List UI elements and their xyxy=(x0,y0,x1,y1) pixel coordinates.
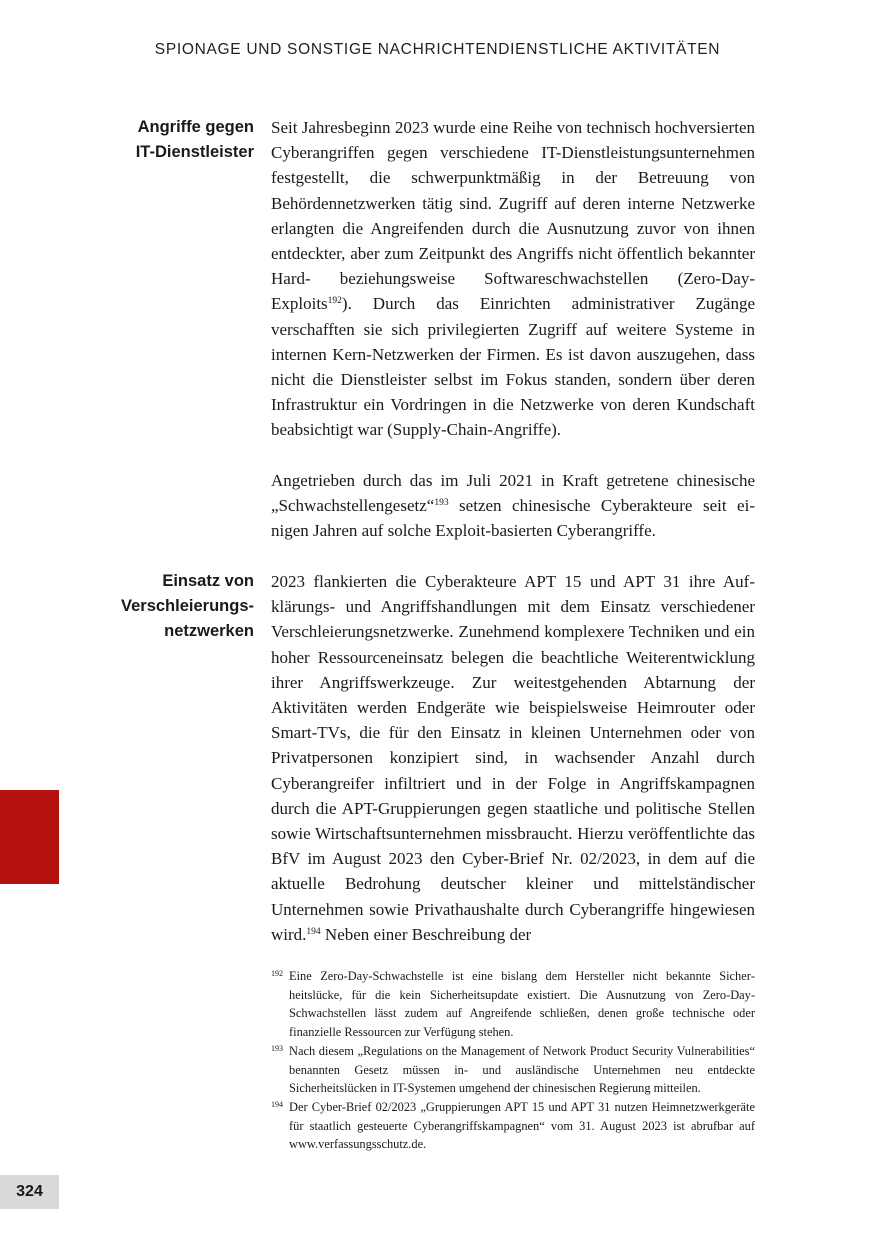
paragraph-text: setzen chinesische Cyberakteure seit einigen Jahren auf solche Exploit-basierten Cyberangriffe. xyxy=(271,495,755,541)
footnote-number: 192 xyxy=(271,969,283,978)
running-header: SPIONAGE UND SONSTIGE NACHRICHTENDIENSTLICHE AKTIVITÄTEN xyxy=(154,41,721,58)
chapter-tab-marker xyxy=(0,790,59,884)
footnote-text: Nach diesem „Regulations on the Management of Network Product Security Vulnerabilities“ benannten Gesetz müssen in- und ausländische Unternehmen neu entdeckte Sicherheitslücken in IT-Systemen umgehend der chinesischen Regierung mitteilen. xyxy=(289,1043,755,1096)
footnote-number: 194 xyxy=(271,1099,283,1109)
footnote xyxy=(271,967,755,1042)
paragraph-text: Neben einer Beschreibung der xyxy=(320,924,532,944)
footnote xyxy=(271,1042,755,1098)
footnote-ref[interactable]: 192 xyxy=(327,296,342,307)
paragraph-text: 2023 flankierten die Cyberakteure APT 15 und APT 31 ihre Aufklärungs- und Angriffshandlungen mit dem Einsatz verschiedener Verschleierungsnetzwerke. Zunehmend komplexere Techniken und ein hoher Ressourceneinsatz belegen die beachtliche Weiterentwicklung ihrer Angriffswerkzeuge. Zur weitestgehenden Abtarnung der Aktivitäten werden Endgeräte wie beispielsweise Heimrouter oder Smart-TVs, die für den Einsatz in kleinen Unternehmen oder von Privatpersonen konzipiert sind, in wachsender Anzahl durch Cyberangreifer infiltriert und in der Folge in Angriffskampagnen durch die APT-Gruppierungen gegen staatliche und politische Stellen sowie Wirtschaftsunternehmen missbraucht. Hierzu veröffentlichte das BfV im August 2023 den Cyber-Brief Nr. 02/2023, in dem auf die aktuelle Bedrohung deutscher kleiner und mittelständischer Unternehmen sowie Privathaushalte durch Cyberangriffe hingewiesen wird. xyxy=(271,572,755,944)
page-number: 324 xyxy=(0,1175,59,1209)
side-heading-line: Einsatz von xyxy=(162,572,254,590)
footnote-text: Der Cyber-Brief 02/2023 „Gruppierungen APT 15 und APT 31 nutzen Heimnetzwerkgeräte für staatlich gesteuerte Cyberangriffskampagnen“ vom 31. August 2023 ist abrufbar auf www.verfassungsschutz.de. xyxy=(289,1099,755,1152)
side-heading-line: IT-Dienstleister xyxy=(135,143,254,161)
side-heading-line: netzwerken xyxy=(164,622,254,640)
footnote-ref[interactable]: 194 xyxy=(306,926,321,937)
side-heading-verschleierungsnetzwerke xyxy=(84,569,254,644)
footnotes xyxy=(271,967,755,1154)
section-verschleierungsnetzwerke xyxy=(271,569,755,947)
footnote-ref[interactable]: 193 xyxy=(434,497,449,508)
paragraph xyxy=(271,115,755,443)
paragraph-text: Seit Jahresbeginn 2023 wurde eine Reihe von technisch hochversierten Cyberangriffen gegen verschiedene IT-Dienstleistungsunternehmen festgestellt, die schwerpunktmäßig in der Betreuung von Behördennetzwerken tätig sind. Zugriff auf deren interne Netzwerke erlangten die Angreifenden durch die Ausnutzung zuvor von ihnen entdeckter, aber zum Zeitpunkt des Angriffs nicht öffentlich bekannter Hard- beziehungsweise Softwareschwachstellen (Zero-Day-Exploits xyxy=(271,118,755,314)
paragraph-text: ). Durch das Einrichten administrativer Zugänge verschafften sie sich privilegierten Zugriff auf weitere Systeme in internen Kern-Netzwerken der Firmen. Es ist davon auszugehen, dass nicht die Dienstleister selbst im Fokus standen, sondern über deren Infrastruktur ein Vordringen in die Netzwerke von deren Kundschaft beabsichtigt war (Supply-Chain-Angriffe). xyxy=(271,294,755,440)
section-it-dienstleister xyxy=(271,115,755,543)
side-heading-it-dienstleister xyxy=(84,115,254,165)
paragraph xyxy=(271,468,755,544)
paragraph-text: Angetrieben durch das im Juli 2021 in Kraft getretene chinesische „Schwachstellengesetz“ xyxy=(271,470,755,515)
paragraph xyxy=(271,569,755,947)
footnote-text: Eine Zero-Day-Schwachstelle ist eine bislang dem Hersteller nicht bekannte Sicherheitslücke, für die kein Sicherheitsupdate existiert. Die Ausnutzung von Zero-Day-Schwachstellen lässt zudem auf Angreifende schließen, denen große technische oder finanzielle Ressourcen zur Verfügung stehen. xyxy=(289,969,755,1040)
footnote xyxy=(271,1098,755,1154)
side-heading-line: Angriffe gegen xyxy=(137,118,254,136)
footnote-number: 193 xyxy=(271,1043,283,1053)
side-heading-line: Verschleierungs- xyxy=(121,597,254,615)
